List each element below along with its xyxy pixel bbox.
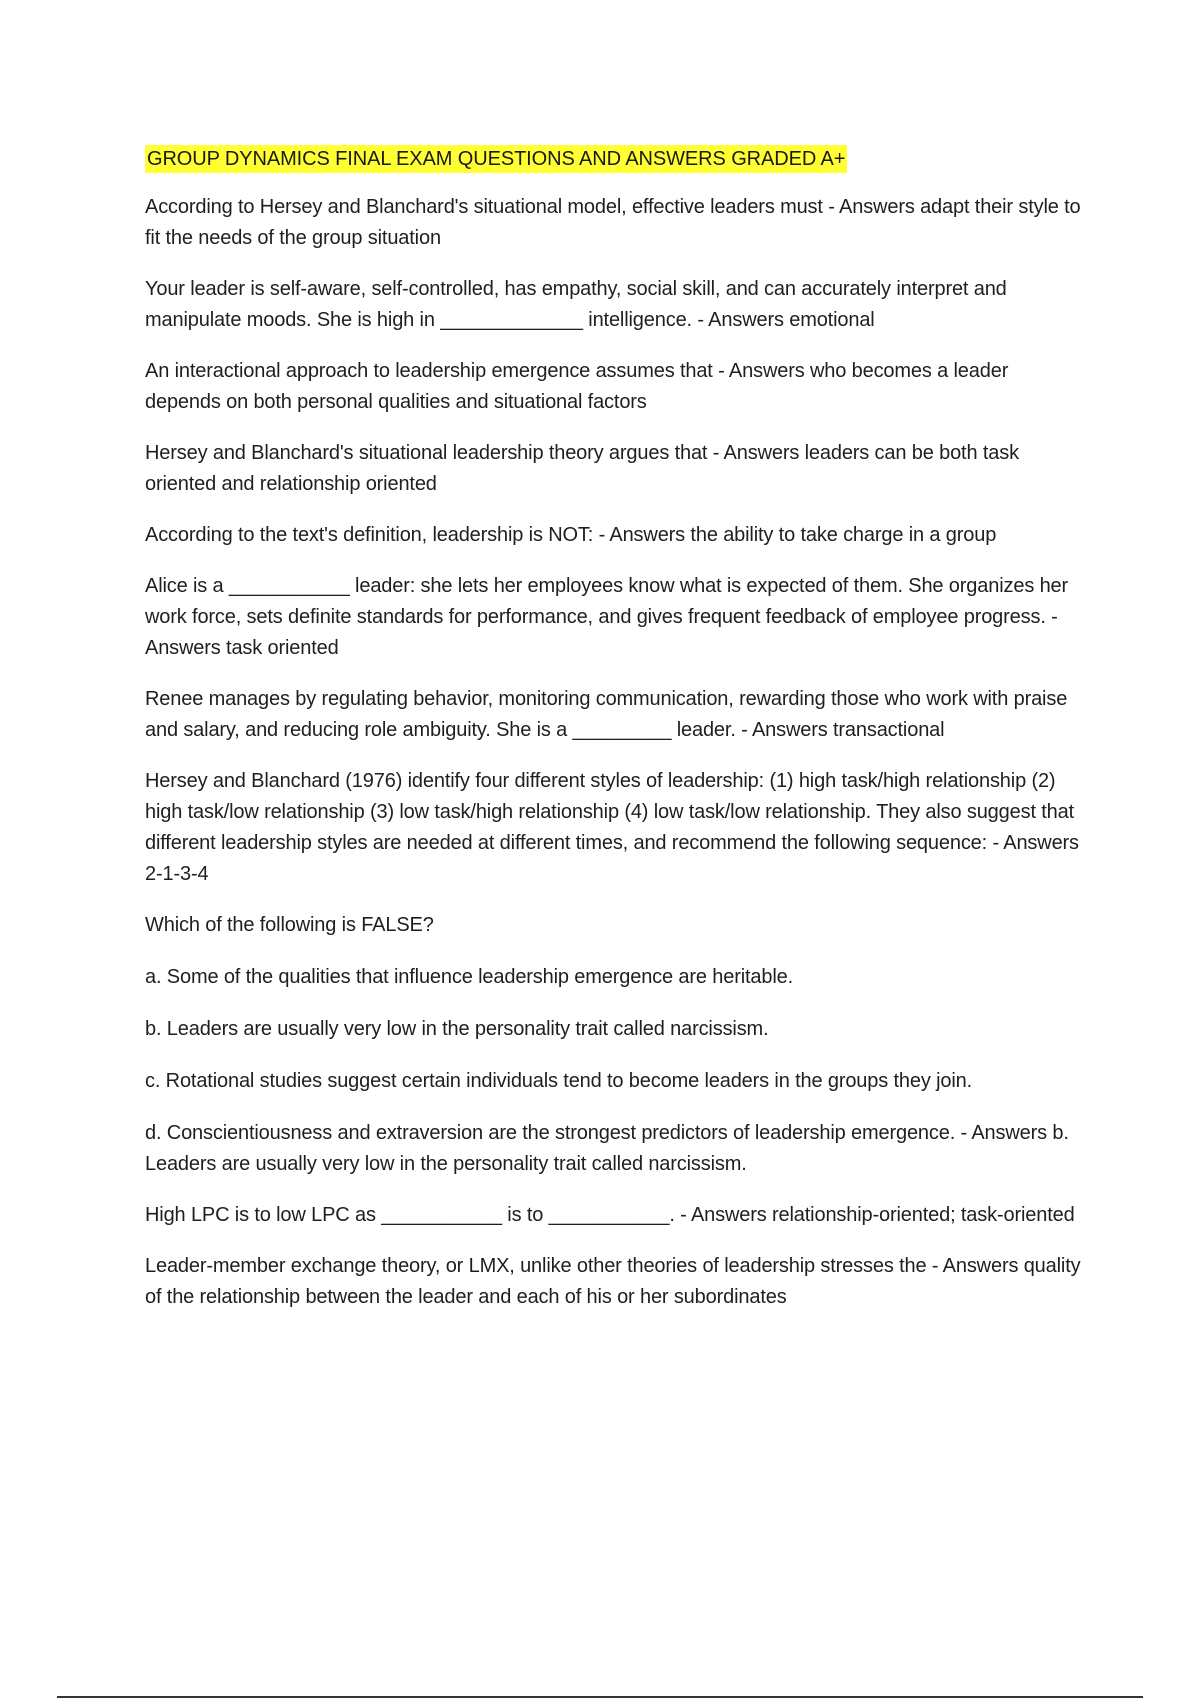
qa-paragraph: An interactional approach to leadership emergence assumes that - Answers who becomes a leader depends on both personal qualities and situational factors	[145, 360, 1009, 413]
document-page	[145, 145, 1085, 1333]
answer-option-a: a. Some of the qualities that influence leadership emergence are heritable.	[145, 966, 794, 988]
qa-paragraph: Your leader is self-aware, self-controlled, has empathy, social skill, and can accurately interpret and manipulate moods. She is high in _____________ intelligence. - Answers emotional	[145, 278, 1007, 331]
qa-paragraph: According to the text's definition, leadership is NOT: - Answers the ability to take charge in a group	[145, 524, 997, 546]
qa-paragraph: Leader-member exchange theory, or LMX, unlike other theories of leadership stresses the - Answers quality of the relationship between the leader and each of his or her subordinates	[145, 1255, 1081, 1308]
qa-paragraph: Renee manages by regulating behavior, monitoring communication, rewarding those who work with praise and salary, and reducing role ambiguity. She is a _________ leader. - Answers transactional	[145, 688, 1068, 741]
footer-rule	[57, 1696, 1143, 1698]
qa-paragraph: High LPC is to low LPC as ___________ is to ___________. - Answers relationship-oriented; task-oriented	[145, 1204, 1075, 1226]
answer-option-b: b. Leaders are usually very low in the personality trait called narcissism.	[145, 1018, 769, 1040]
qa-paragraph: According to Hersey and Blanchard's situational model, effective leaders must - Answers adapt their style to fit the needs of the group situation	[145, 196, 1081, 249]
question-prompt: Which of the following is FALSE?	[145, 914, 434, 936]
qa-paragraph: Alice is a ___________ leader: she lets her employees know what is expected of them. She organizes her work force, sets definite standards for performance, and gives frequent feedback of employee progress. - Answers task oriented	[145, 575, 1069, 659]
qa-paragraph: Hersey and Blanchard (1976) identify four different styles of leadership: (1) high task/high relationship (2) high task/low relationship (3) low task/high relationship (4) low task/low relationship. They also suggest that different leadership styles are needed at different times, and recommend the following sequence: - Answers 2-1-3-4	[145, 770, 1079, 885]
qa-paragraph: Hersey and Blanchard's situational leadership theory argues that - Answers leaders can be both task oriented and relationship oriented	[145, 442, 1019, 495]
answer-option-d: d. Conscientiousness and extraversion are the strongest predictors of leadership emergence. - Answers b. Leaders are usually very low in the personality trait called narcissism.	[145, 1122, 1069, 1175]
answer-option-c: c. Rotational studies suggest certain individuals tend to become leaders in the groups they join.	[145, 1070, 973, 1092]
document-title: GROUP DYNAMICS FINAL EXAM QUESTIONS AND ANSWERS GRADED A+	[145, 145, 847, 173]
